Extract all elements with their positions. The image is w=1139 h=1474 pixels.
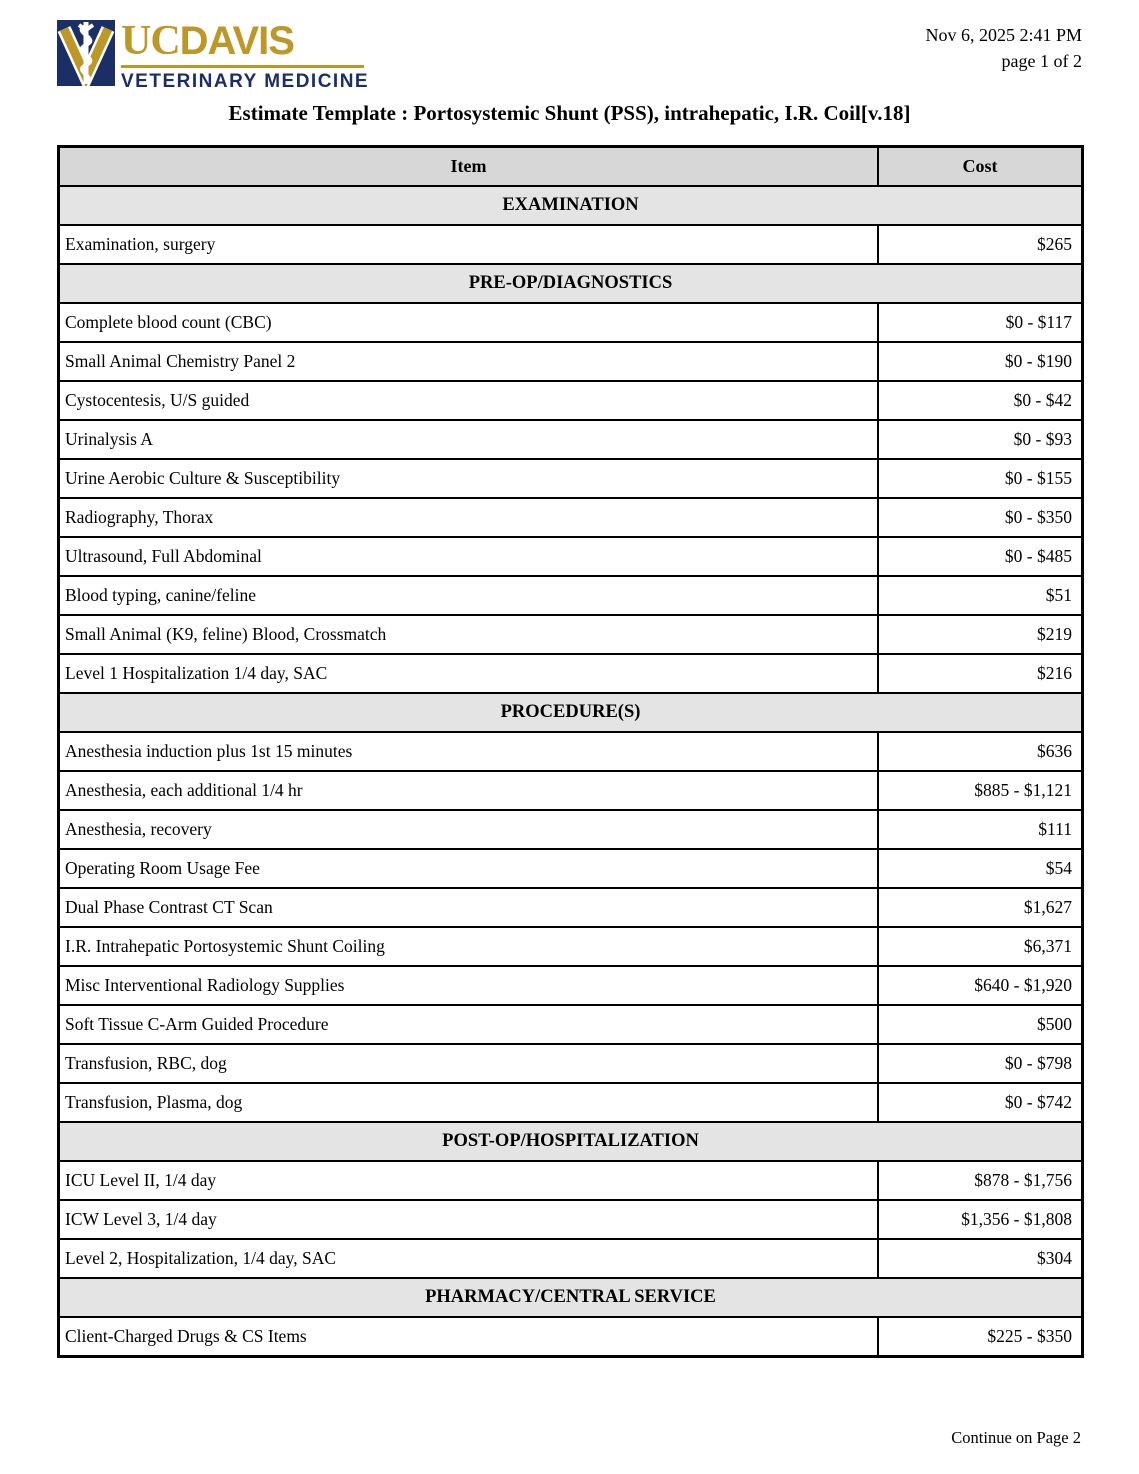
item-cell: Anesthesia induction plus 1st 15 minutes [59,732,879,771]
section-row [59,264,1083,303]
item-cell: ICU Level II, 1/4 day [59,1161,879,1200]
table-row [59,225,1083,264]
ucdavis-wordmark-top [121,20,369,62]
table-row [59,537,1083,576]
item-cell: Client-Charged Drugs & CS Items [59,1317,879,1357]
table-row [59,966,1083,1005]
table-row [59,1317,1083,1357]
item-cell: Urine Aerobic Culture & Susceptibility [59,459,879,498]
table-row [59,1239,1083,1278]
table-row [59,498,1083,537]
cost-cell: $0 - $190 [878,342,1083,381]
cost-cell: $219 [878,615,1083,654]
cost-cell: $0 - $485 [878,537,1083,576]
cost-cell: $1,627 [878,888,1083,927]
cost-cell: $216 [878,654,1083,693]
cost-cell: $885 - $1,121 [878,771,1083,810]
section-header: EXAMINATION [59,186,1083,225]
item-cell: Misc Interventional Radiology Supplies [59,966,879,1005]
section-header: PHARMACY/CENTRAL SERVICE [59,1278,1083,1317]
item-cell: Operating Room Usage Fee [59,849,879,888]
item-cell: Level 2, Hospitalization, 1/4 day, SAC [59,1239,879,1278]
item-cell: Anesthesia, recovery [59,810,879,849]
section-row [59,693,1083,732]
cost-cell: $636 [878,732,1083,771]
estimate-table [57,145,1084,1358]
item-cell: Ultrasound, Full Abdominal [59,537,879,576]
ucdavis-logo [57,20,369,93]
table-row [59,459,1083,498]
item-cell: Cystocentesis, U/S guided [59,381,879,420]
cost-cell: $0 - $350 [878,498,1083,537]
table-row [59,654,1083,693]
item-cell: Urinalysis A [59,420,879,459]
item-cell: Transfusion, RBC, dog [59,1044,879,1083]
cost-cell: $500 [878,1005,1083,1044]
davis-text: DAVIS [179,19,294,63]
table-row [59,771,1083,810]
table-row [59,1200,1083,1239]
gold-divider [121,65,364,68]
document-title: Estimate Template : Portosystemic Shunt (PSS), intrahepatic, I.R. Coil[v.18] [228,101,911,125]
table-row [59,576,1083,615]
cost-cell: $0 - $117 [878,303,1083,342]
cost-cell: $0 - $42 [878,381,1083,420]
cost-cell: $111 [878,810,1083,849]
print-meta [925,22,1082,74]
table-row [59,810,1083,849]
section-row [59,1278,1083,1317]
cost-cell: $225 - $350 [878,1317,1083,1357]
section-header: PROCEDURE(S) [59,693,1083,732]
uc-text: UC [121,18,180,64]
cost-cell: $878 - $1,756 [878,1161,1083,1200]
continue-note: Continue on Page 2 [951,1428,1081,1447]
table-row [59,342,1083,381]
item-cell: Examination, surgery [59,225,879,264]
table-row [59,732,1083,771]
item-cell: Dual Phase Contrast CT Scan [59,888,879,927]
table-header-row [59,147,1083,187]
item-cell: Radiography, Thorax [59,498,879,537]
cost-cell: $1,356 - $1,808 [878,1200,1083,1239]
item-column-header: Item [59,147,879,187]
table-row [59,1083,1083,1122]
table-row [59,1161,1083,1200]
item-cell: Transfusion, Plasma, dog [59,1083,879,1122]
cost-cell: $51 [878,576,1083,615]
cost-cell: $0 - $93 [878,420,1083,459]
item-cell: I.R. Intrahepatic Portosystemic Shunt Coiling [59,927,879,966]
table-row [59,615,1083,654]
item-cell: Anesthesia, each additional 1/4 hr [59,771,879,810]
cost-cell: $0 - $742 [878,1083,1083,1122]
table-row [59,888,1083,927]
cost-cell: $54 [878,849,1083,888]
cost-cell: $0 - $155 [878,459,1083,498]
item-cell: Blood typing, canine/feline [59,576,879,615]
section-row [59,186,1083,225]
table-row [59,927,1083,966]
item-cell: ICW Level 3, 1/4 day [59,1200,879,1239]
section-row [59,1122,1083,1161]
cost-cell: $265 [878,225,1083,264]
cost-cell: $6,371 [878,927,1083,966]
table-row [59,381,1083,420]
item-cell: Level 1 Hospitalization 1/4 day, SAC [59,654,879,693]
item-cell: Complete blood count (CBC) [59,303,879,342]
cost-cell: $304 [878,1239,1083,1278]
table-row [59,303,1083,342]
page-indicator: page 1 of 2 [1001,51,1082,72]
page-header [57,20,1082,100]
cost-cell: $640 - $1,920 [878,966,1083,1005]
veterinary-caduceus-icon [57,20,115,86]
timestamp: Nov 6, 2025 2:41 PM [925,25,1082,45]
item-cell: Small Animal Chemistry Panel 2 [59,342,879,381]
section-header: POST-OP/HOSPITALIZATION [59,1122,1083,1161]
item-cell: Soft Tissue C-Arm Guided Procedure [59,1005,879,1044]
item-cell: Small Animal (K9, feline) Blood, Crossmatch [59,615,879,654]
veterinary-medicine-text: VETERINARY MEDICINE [121,71,370,92]
table-row [59,1044,1083,1083]
table-row [59,1005,1083,1044]
section-header: PRE-OP/DIAGNOSTICS [59,264,1083,303]
cost-column-header: Cost [878,147,1083,187]
table-row [59,420,1083,459]
ucdavis-wordmark [121,20,369,93]
table-row [59,849,1083,888]
cost-cell: $0 - $798 [878,1044,1083,1083]
